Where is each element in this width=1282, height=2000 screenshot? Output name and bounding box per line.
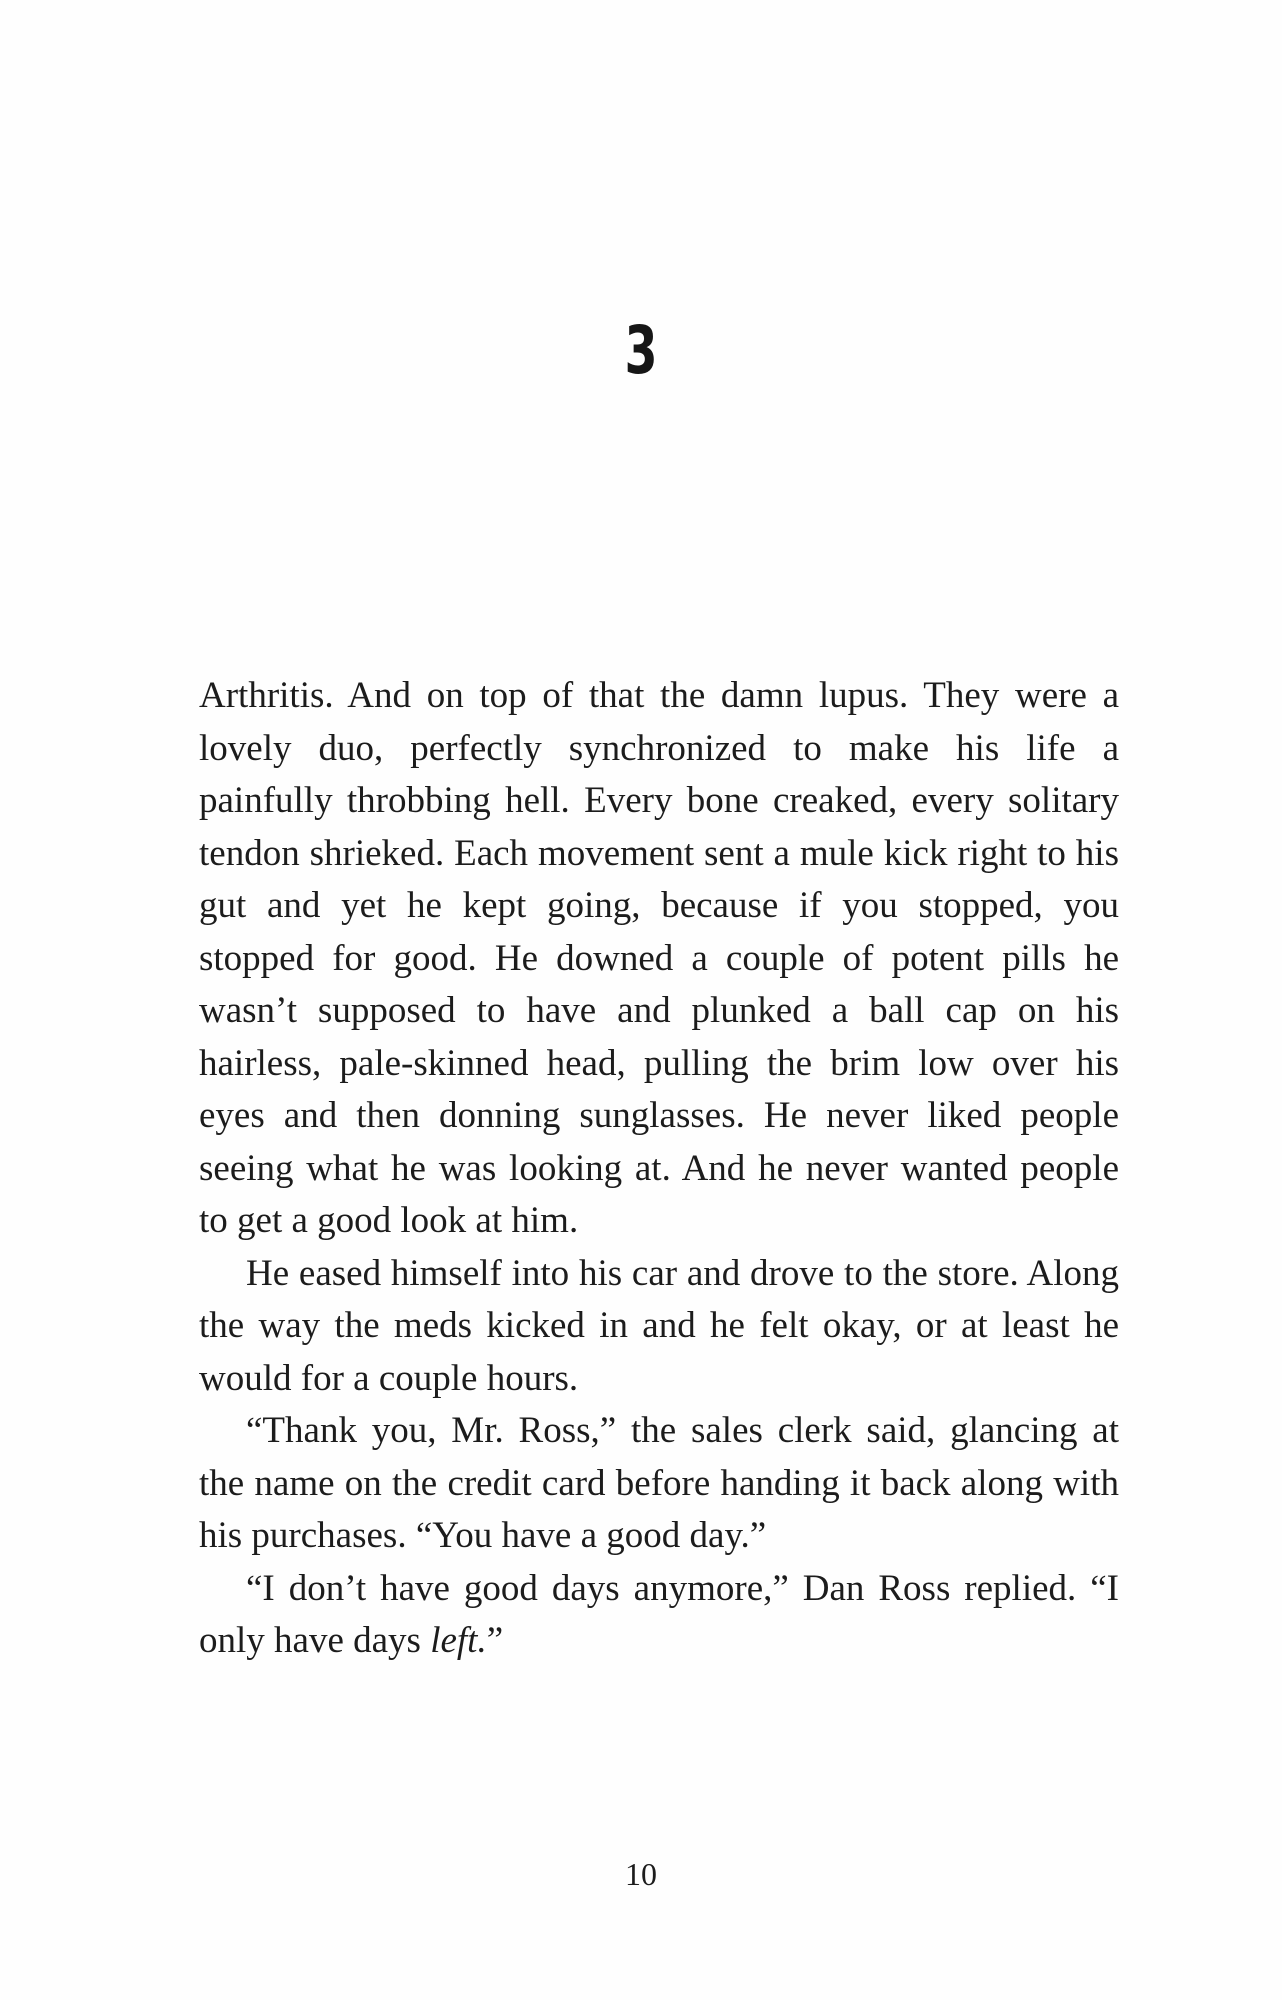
page-number: 10: [625, 1856, 657, 1892]
paragraph-2: He eased himself into his car and drove to the store. Along the way the meds kicked in and he felt okay, or at least he would for a couple hours.: [199, 1252, 1119, 1399]
paragraph-4-emphasis: left.: [430, 1620, 487, 1661]
paragraph-4: [199, 1563, 1119, 1668]
paragraph-4-text: “I don’t have good days anymore,” Dan Ross replied. “I only have days: [199, 1567, 1119, 1661]
paragraph-3: “Thank you, Mr. Ross,” the sales clerk said, glancing at the name on the credit card before handing it back along with his purchases. “You have a good day.”: [199, 1410, 1119, 1556]
chapter-body: [199, 670, 1119, 1668]
paragraph-4-closing-quote: ”: [486, 1620, 504, 1661]
paragraph-1: Arthritis. And on top of that the damn lupus. They were a lovely duo, perfectly synchronized to make his life a painfully throbbing hell. Every bone creaked, every solitary tendon shrieked. Each movement sent a mule kick right to his gut and yet he kept going, because if you stopped, you stopped for good. He downed a couple of potent pills he wasn’t supposed to have and plunked a ball cap on his hairless, pale-skinned head, pulling the brim low over his eyes and then donning sunglasses. He never liked people seeing what he was looking at. And he never wanted people to get a good look at him.: [199, 675, 1119, 1241]
chapter-number: 3: [624, 312, 658, 389]
